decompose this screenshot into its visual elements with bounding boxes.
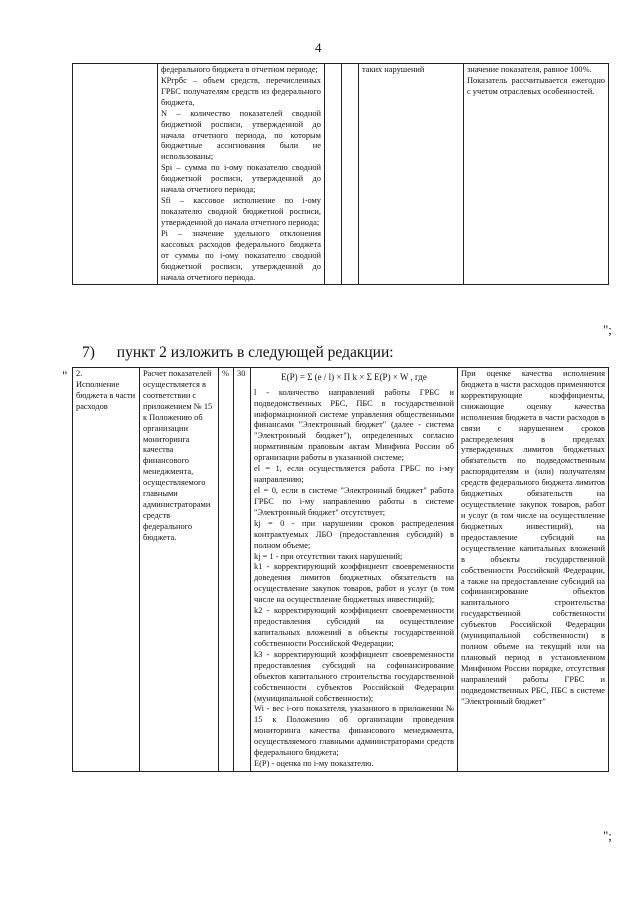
description-line: kj = 0 - при нарушении сроков распределения контрактуемых ЛБО (предоставления субсидий) в полном объеме; (254, 518, 457, 550)
note-line: значение показателя, равное 100%. (467, 65, 592, 74)
closing-quote: "; (603, 828, 612, 843)
page-number: 4 (315, 40, 322, 55)
description-line: el = 0, если в системе "Электронный бюджет" работа ГРБС по i-му направлению работы в системе "Электронный бюджет" отсутствует; (254, 485, 457, 517)
closing-quote: "; (603, 322, 612, 337)
violations-cell: таких нарушений (359, 64, 464, 285)
item-number: 7) (82, 344, 95, 361)
weight-cell: 30 (234, 368, 251, 772)
unit-cell: % (219, 368, 234, 772)
calculation-cell: Расчет показателей осуществляется в соответствии с приложением № 15 к Положению об организации мониторинга качества финансового менеджмента, осуществляемого главными администраторами средств федерального бюджета. (140, 368, 219, 772)
formula-cell (251, 368, 458, 772)
table-cell-empty (342, 64, 359, 285)
definitions-cell (158, 64, 325, 285)
indicator-name-cell (73, 368, 140, 772)
description-line: k1 - корректирующий коэффициент своевременности доведения лимитов бюджетных обязательств на осуществление закупок товаров, работ и услуг (в том числе на осуществление бюджетных инвестиций); (254, 562, 457, 605)
indicator-title: Исполнение бюджета в части расходов (76, 379, 138, 411)
definition-line: федерального бюджета в отчетном периоде; (161, 65, 318, 74)
indicator-number: 2. (76, 369, 83, 378)
formula: E(P) = Σ (e / l) × Π k × Σ E(P) × W , где (281, 372, 427, 382)
description-line: Wi - вес i-ого показателя, указанного в приложении № 15 к Положению об организации проведения мониторинга качества финансового менеджмента, осуществляемого главными администраторами средств федерального бюджета; (254, 704, 457, 758)
opening-quote: " (62, 368, 68, 383)
indicator-note-cell (464, 64, 609, 285)
description-line: el = 1, если осуществляется работа ГРБС по i-му направлению; (254, 464, 457, 485)
table-continued (72, 63, 609, 285)
description-line: kj = 1 - при отсутствии таких нарушений; (254, 551, 403, 561)
assessment-note-cell: При оценке качества исполнения бюджета в части расходов применяются корректирующие коэффициенты, снижающие оценку качества исполнения бюджета в части расходов в связи с нарушением сроков распределения в пределах утвержденных лимитов бюджетных обязательств по подведомственным распорядителям и (или) получателям средств федерального бюджета лимитов бюджетных обязательств на осуществление закупок товаров, работ и услуг (в том числе на осуществление бюджетных инвестиций), на предоставление субсидий на осуществление капитальных вложений в объекты государственной собственности Российской Федерации, а также на предоставление субсидий на софинансирование объектов капитального строительства государственной собственности субъектов Российской Федерации (муниципальной собственности) в полном объеме на текущий или на плановый период в установленном Минфином России порядке, отсутствия направлений работы ГРБС и подведомственных РБС, ПБС в системе "Электронный бюджет" (458, 368, 609, 772)
amendment-item (82, 344, 412, 362)
definition-line: Pi – значение удельного отклонения кассовых расходов федерального бюджета от суммы по i-ому показателю сводной бюджетной росписи, утвержденной до начала отчетного периода. (161, 228, 324, 282)
table-cell-empty (73, 64, 158, 285)
description-line: k3 - корректирующий коэффициент своевременности предоставления субсидий на софинансирование объектов капитального строительства государственной собственности субъектов Российской Федерации (муниципальной собственности); (254, 649, 457, 703)
description-line: l - количество направлений работы ГРБС и подведомственных РБС, ПБС в государственной информационной системе управления общественными финансами "Электронный бюджет" (далее - система "Электронный бюджет"), определенных согласно нормативным правовым актам Минфина России об организации работы в указанной системе; (254, 387, 457, 463)
indicator-table (72, 367, 609, 772)
definition-line: КРгрбс – объем средств, перечисленных ГРБС получателям средств из федерального бюджета, (161, 75, 324, 107)
note-line: Показатель рассчитывается ежегодно с учетом отраслевых особенностей. (467, 75, 608, 96)
definition-line: Sfi – кассовое исполнение по i-ому показателю сводной бюджетной росписи, утвержденной до начала отчетного периода; (161, 196, 324, 227)
description-line: k2 - корректирующий коэффициент своевременности предоставления субсидий на осуществление капитальных вложений в объекты государственной собственности Российской Федерации; (254, 606, 457, 648)
table-row (73, 64, 609, 285)
definition-line: N – количество показателей сводной бюджетной росписи, утвержденной до начала отчетного периода, по которым бюджетные ассигнования были не использованы; (161, 108, 324, 162)
table-cell-empty (325, 64, 342, 285)
item-text: пункт 2 изложить в следующей редакции: (116, 344, 394, 361)
definition-line: Spi – сумма по i-ому показателю сводной бюджетной росписи, утвержденной до начала отчетного периода; (161, 163, 324, 195)
table-row (73, 368, 609, 772)
description-line: E(P) - оценка по i-му показателю. (254, 759, 374, 769)
